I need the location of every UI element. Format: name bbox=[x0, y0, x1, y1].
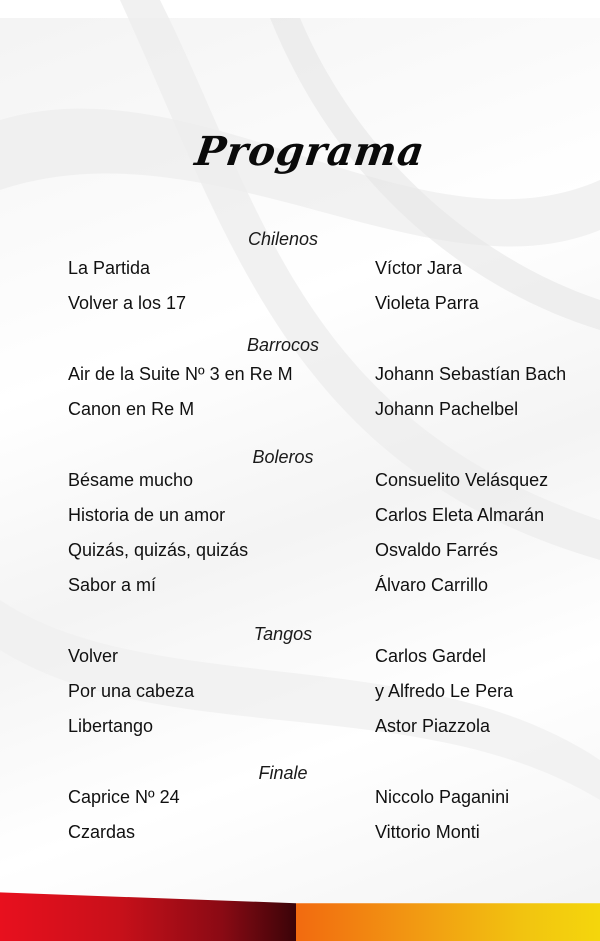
composer-name: Carlos Eleta Almarán bbox=[375, 505, 545, 525]
page-title: Programa bbox=[192, 128, 428, 175]
piece-title: Canon en Re M bbox=[68, 399, 195, 419]
composer-name: y Alfredo Le Pera bbox=[375, 681, 514, 701]
composer-name: Johann Sebastían Bach bbox=[375, 364, 567, 384]
composer-name: Astor Piazzola bbox=[375, 716, 491, 736]
piece-title: Historia de un amor bbox=[68, 505, 226, 525]
piece-title: Libertango bbox=[68, 716, 154, 736]
piece-title: La Partida bbox=[68, 258, 151, 278]
piece-title: Por una cabeza bbox=[68, 681, 195, 701]
section-heading-tangos: Tangos bbox=[253, 624, 313, 644]
composer-name: Osvaldo Farrés bbox=[375, 540, 499, 560]
section-heading-barrocos: Barrocos bbox=[246, 335, 320, 355]
composer-name: Álvaro Carrillo bbox=[375, 575, 489, 595]
composer-name: Víctor Jara bbox=[375, 258, 463, 278]
composer-name: Violeta Parra bbox=[375, 293, 479, 313]
composer-name: Johann Pachelbel bbox=[375, 399, 519, 419]
composer-name: Niccolo Paganini bbox=[375, 787, 510, 807]
piece-title: Quizás, quizás, quizás bbox=[68, 540, 249, 560]
piece-title: Caprice Nº 24 bbox=[68, 787, 180, 807]
section-heading-chilenos: Chilenos bbox=[247, 229, 319, 249]
piece-title: Czardas bbox=[68, 822, 136, 842]
section-heading-boleros: Boleros bbox=[252, 447, 314, 467]
composer-name: Carlos Gardel bbox=[375, 646, 487, 666]
composer-name: Consuelito Velásquez bbox=[375, 470, 549, 490]
piece-title: Bésame mucho bbox=[68, 470, 194, 490]
piece-title: Air de la Suite Nº 3 en Re M bbox=[68, 364, 293, 384]
composer-name: Vittorio Monti bbox=[375, 822, 480, 842]
piece-title: Volver bbox=[68, 646, 119, 666]
section-heading-finale: Finale bbox=[258, 763, 308, 783]
piece-title: Sabor a mí bbox=[68, 575, 157, 595]
piece-title: Volver a los 17 bbox=[68, 293, 187, 313]
